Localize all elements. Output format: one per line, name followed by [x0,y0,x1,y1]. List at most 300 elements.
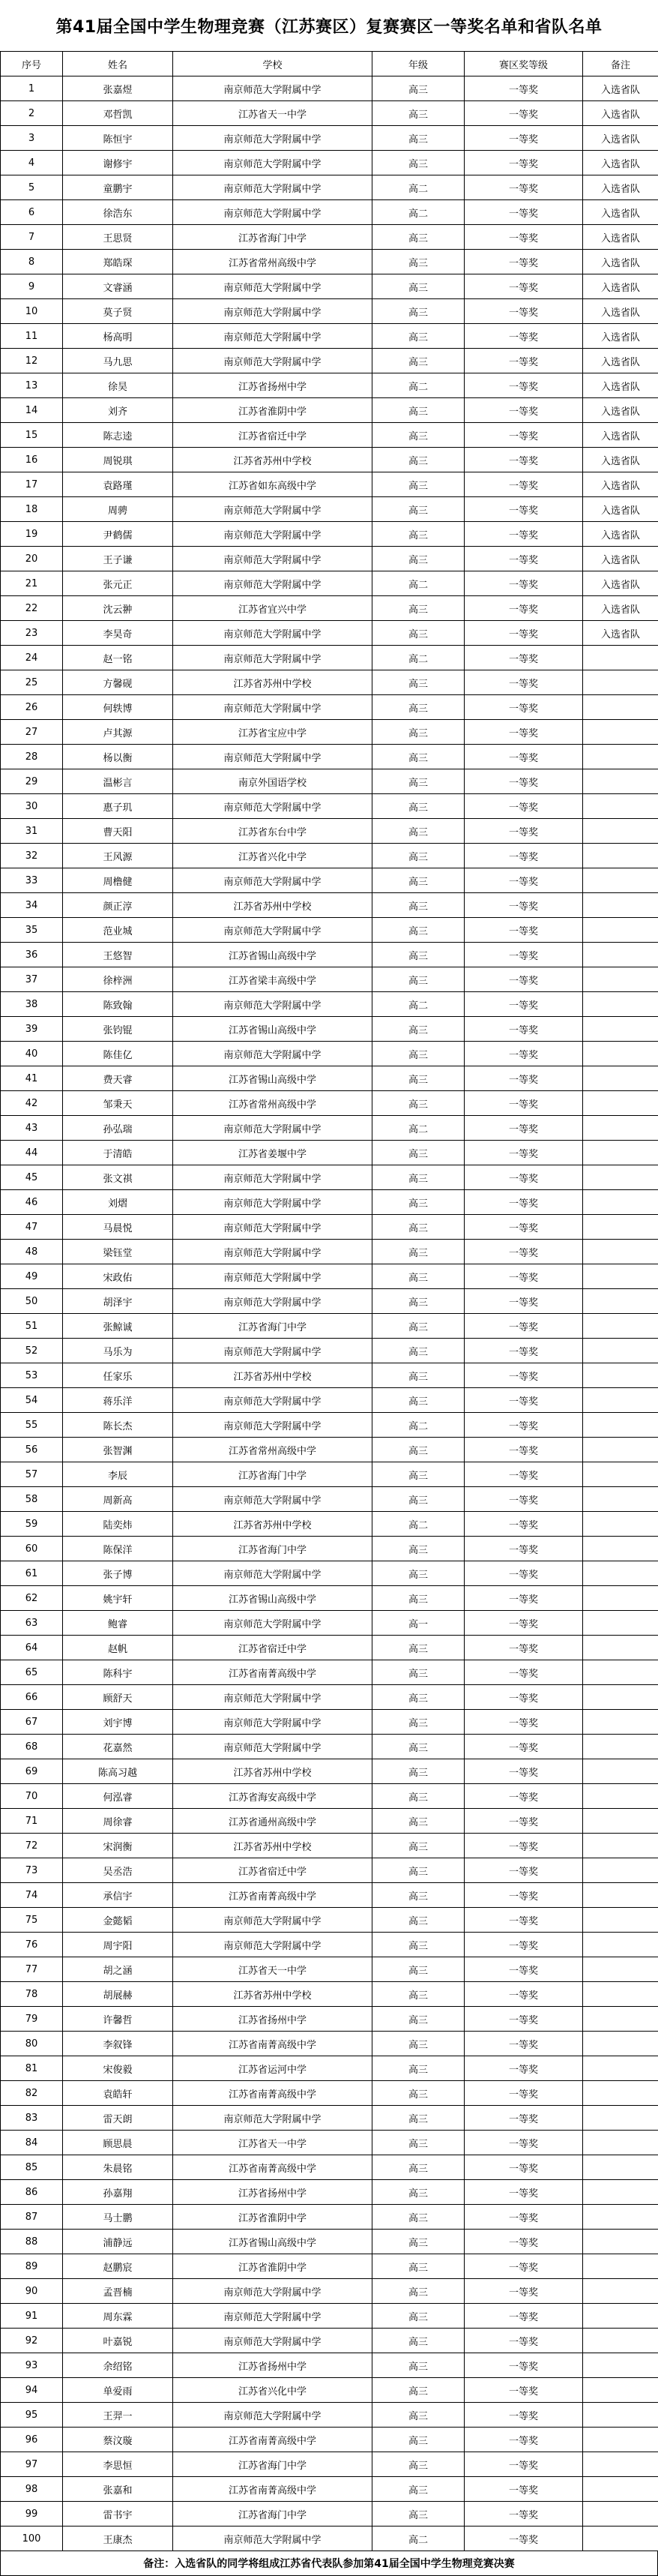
cell-grade: 高三 [372,151,465,175]
cell-remark [583,2329,658,2353]
cell-school: 江苏省海门中学 [173,1314,372,1339]
cell-grade: 高三 [372,844,465,868]
cell-award: 一等奖 [465,2205,583,2230]
cell-school: 江苏省苏州中学校 [173,670,372,695]
cell-name: 莫子贤 [63,299,173,324]
cell-name: 马乐为 [63,1339,173,1363]
cell-award: 一等奖 [465,225,583,250]
cell-remark [583,670,658,695]
cell-index: 65 [1,1660,63,1685]
table-row [1,2329,658,2353]
cell-index: 9 [1,274,63,299]
cell-school: 南京师范大学附属中学 [173,299,372,324]
cell-name: 袁皓轩 [63,2081,173,2106]
cell-index: 11 [1,324,63,349]
cell-award: 一等奖 [465,1264,583,1289]
table-row [1,1289,658,1314]
cell-school: 江苏省宿迁中学 [173,1858,372,1883]
table-row [1,2131,658,2155]
table-row [1,126,658,151]
table-row [1,2527,658,2551]
table-row [1,2106,658,2131]
cell-index: 76 [1,1933,63,1957]
cell-school: 南京师范大学附属中学 [173,1561,372,1586]
cell-grade: 高三 [372,1710,465,1735]
cell-grade: 高三 [372,1141,465,1165]
cell-remark [583,1933,658,1957]
cell-remark: 入选省队 [583,76,658,101]
cell-award: 一等奖 [465,1091,583,1116]
cell-name: 马九思 [63,349,173,373]
cell-index: 69 [1,1759,63,1784]
cell-award: 一等奖 [465,324,583,349]
cell-name: 惠子玑 [63,794,173,819]
cell-award: 一等奖 [465,1165,583,1190]
cell-index: 64 [1,1636,63,1660]
cell-school: 江苏省如东高级中学 [173,472,372,497]
cell-award: 一等奖 [465,2452,583,2477]
cell-remark [583,1091,658,1116]
cell-name: 范业城 [63,918,173,943]
cell-award: 一等奖 [465,918,583,943]
cell-index: 82 [1,2081,63,2106]
cell-remark [583,2131,658,2155]
cell-remark [583,918,658,943]
table-row [1,2007,658,2032]
cell-school: 江苏省运河中学 [173,2056,372,2081]
cell-award: 一等奖 [465,868,583,893]
cell-index: 45 [1,1165,63,1190]
cell-name: 周徐睿 [63,1809,173,1834]
cell-school: 江苏省天一中学 [173,1957,372,1982]
cell-remark: 入选省队 [583,547,658,571]
cell-school: 江苏省宝应中学 [173,720,372,745]
cell-grade: 高三 [372,670,465,695]
cell-name: 蒋乐洋 [63,1388,173,1413]
cell-index: 38 [1,992,63,1017]
cell-grade: 高三 [372,1784,465,1809]
cell-name: 颜正淳 [63,893,173,918]
cell-name: 李叙锋 [63,2032,173,2056]
table-row [1,1017,658,1042]
cell-name: 陈长杰 [63,1413,173,1438]
cell-name: 周东霖 [63,2304,173,2329]
cell-grade: 高三 [372,2106,465,2131]
cell-award: 一等奖 [465,893,583,918]
cell-name: 方馨砚 [63,670,173,695]
cell-award: 一等奖 [465,497,583,522]
cell-school: 江苏省海门中学 [173,2452,372,2477]
cell-remark: 入选省队 [583,250,658,274]
table-row [1,596,658,621]
cell-school: 南京师范大学附属中学 [173,2106,372,2131]
cell-name: 张智渊 [63,1438,173,1462]
table-row [1,274,658,299]
table-row [1,1215,658,1240]
cell-name: 叶嘉锐 [63,2329,173,2353]
cell-name: 周骋 [63,497,173,522]
cell-remark [583,2353,658,2378]
cell-school: 江苏省扬州中学 [173,2180,372,2205]
cell-remark [583,1363,658,1388]
cell-name: 沈云翀 [63,596,173,621]
cell-school: 南京师范大学附属中学 [173,2527,372,2551]
cell-award: 一等奖 [465,2106,583,2131]
cell-school: 江苏省南菁高级中学 [173,1883,372,1908]
table-row [1,1908,658,1933]
cell-index: 15 [1,423,63,448]
cell-index: 89 [1,2254,63,2279]
cell-school: 江苏省兴化中学 [173,844,372,868]
cell-name: 邹秉天 [63,1091,173,1116]
cell-award: 一等奖 [465,1289,583,1314]
table-row [1,200,658,225]
cell-index: 86 [1,2180,63,2205]
cell-remark: 入选省队 [583,324,658,349]
cell-index: 13 [1,373,63,398]
cell-index: 42 [1,1091,63,1116]
cell-grade: 高三 [372,2304,465,2329]
cell-remark [583,1339,658,1363]
cell-award: 一等奖 [465,1017,583,1042]
cell-grade: 高三 [372,1066,465,1091]
cell-school: 江苏省常州高级中学 [173,1091,372,1116]
cell-remark [583,1784,658,1809]
cell-grade: 高三 [372,2230,465,2254]
cell-school: 江苏省锡山高级中学 [173,2230,372,2254]
cell-school: 南京师范大学附属中学 [173,76,372,101]
cell-grade: 高三 [372,1289,465,1314]
cell-name: 马士鹏 [63,2205,173,2230]
cell-award: 一等奖 [465,1066,583,1091]
table-row [1,1957,658,1982]
cell-grade: 高三 [372,918,465,943]
cell-remark [583,1066,658,1091]
cell-remark: 入选省队 [583,571,658,596]
cell-grade: 高二 [372,571,465,596]
cell-school: 南京师范大学附属中学 [173,175,372,200]
cell-award: 一等奖 [465,1042,583,1066]
cell-grade: 高三 [372,126,465,151]
table-row [1,2502,658,2527]
cell-remark [583,2428,658,2452]
cell-school: 南京师范大学附属中学 [173,1289,372,1314]
cell-name: 杨以衡 [63,745,173,769]
cell-name: 蔡汶璇 [63,2428,173,2452]
cell-award: 一等奖 [465,1735,583,1759]
cell-name: 刘宇博 [63,1710,173,1735]
cell-name: 徐浩东 [63,200,173,225]
cell-name: 王子谦 [63,547,173,571]
cell-remark [583,1908,658,1933]
table-row [1,918,658,943]
cell-index: 100 [1,2527,63,2551]
cell-grade: 高三 [372,250,465,274]
table-row [1,2279,658,2304]
cell-grade: 高二 [372,2527,465,2551]
cell-remark [583,2452,658,2477]
table-row [1,101,658,126]
table-row [1,1660,658,1685]
table-row [1,1240,658,1264]
cell-name: 温彬言 [63,769,173,794]
cell-grade: 高二 [372,200,465,225]
cell-name: 周新高 [63,1487,173,1512]
table-row [1,2477,658,2502]
cell-remark [583,1586,658,1611]
cell-grade: 高三 [372,819,465,844]
cell-award: 一等奖 [465,151,583,175]
cell-index: 55 [1,1413,63,1438]
cell-remark [583,1660,658,1685]
cell-award: 一等奖 [465,76,583,101]
table-row [1,76,658,101]
cell-index: 61 [1,1561,63,1586]
table-row [1,2155,658,2180]
cell-school: 南京师范大学附属中学 [173,126,372,151]
cell-name: 胡展赫 [63,1982,173,2007]
cell-name: 鲍睿 [63,1611,173,1636]
cell-school: 南京师范大学附属中学 [173,1735,372,1759]
table-row [1,571,658,596]
table-row [1,1685,658,1710]
cell-award: 一等奖 [465,373,583,398]
cell-remark: 入选省队 [583,497,658,522]
cell-name: 王风源 [63,844,173,868]
cell-grade: 高三 [372,1660,465,1685]
cell-grade: 高三 [372,423,465,448]
cell-school: 南京师范大学附属中学 [173,1685,372,1710]
cell-grade: 高一 [372,1611,465,1636]
cell-school: 江苏省苏州中学校 [173,1759,372,1784]
table-row [1,621,658,646]
cell-award: 一等奖 [465,1314,583,1339]
cell-grade: 高三 [372,349,465,373]
cell-name: 陈致翰 [63,992,173,1017]
cell-index: 62 [1,1586,63,1611]
cell-remark [583,2279,658,2304]
cell-remark [583,1462,658,1487]
cell-name: 刘熠 [63,1190,173,1215]
cell-name: 郑皓琛 [63,250,173,274]
cell-index: 54 [1,1388,63,1413]
cell-school: 南京师范大学附属中学 [173,274,372,299]
cell-name: 雷天朗 [63,2106,173,2131]
cell-remark [583,2205,658,2230]
cell-award: 一等奖 [465,621,583,646]
cell-remark: 入选省队 [583,101,658,126]
cell-school: 江苏省苏州中学校 [173,1363,372,1388]
cell-school: 江苏省南菁高级中学 [173,2032,372,2056]
cell-index: 22 [1,596,63,621]
cell-index: 52 [1,1339,63,1363]
cell-index: 63 [1,1611,63,1636]
table-row [1,1438,658,1462]
cell-school: 南京师范大学附属中学 [173,1042,372,1066]
cell-name: 王思贤 [63,225,173,250]
cell-award: 一等奖 [465,2403,583,2428]
cell-remark: 入选省队 [583,225,658,250]
column-header-grade: 年级 [372,52,465,76]
cell-grade: 高三 [372,2155,465,2180]
cell-award: 一等奖 [465,1685,583,1710]
cell-index: 18 [1,497,63,522]
cell-index: 3 [1,126,63,151]
cell-index: 71 [1,1809,63,1834]
cell-remark: 入选省队 [583,472,658,497]
table-row [1,2230,658,2254]
cell-name: 宋俊毅 [63,2056,173,2081]
cell-index: 56 [1,1438,63,1462]
cell-remark: 入选省队 [583,200,658,225]
cell-grade: 高三 [372,2403,465,2428]
cell-remark [583,1165,658,1190]
cell-name: 顾思晨 [63,2131,173,2155]
cell-award: 一等奖 [465,299,583,324]
table-row [1,2180,658,2205]
cell-name: 周宇阳 [63,1933,173,1957]
cell-remark [583,2477,658,2502]
cell-grade: 高三 [372,2378,465,2403]
table-row [1,720,658,745]
cell-award: 一等奖 [465,1834,583,1858]
cell-name: 梁钰堂 [63,1240,173,1264]
cell-school: 南京师范大学附属中学 [173,1264,372,1289]
cell-grade: 高三 [372,1586,465,1611]
cell-name: 王悠智 [63,943,173,967]
table-row [1,1066,658,1091]
cell-remark [583,2230,658,2254]
cell-name: 浦静远 [63,2230,173,2254]
cell-name: 宋润衡 [63,1834,173,1858]
cell-grade: 高三 [372,1042,465,1066]
table-row [1,2353,658,2378]
cell-name: 张嘉煜 [63,76,173,101]
cell-school: 江苏省苏州中学校 [173,1512,372,1537]
table-row [1,2254,658,2279]
table-row [1,1883,658,1908]
cell-name: 许馨哲 [63,2007,173,2032]
cell-index: 23 [1,621,63,646]
cell-name: 童鹏宇 [63,175,173,200]
cell-index: 6 [1,200,63,225]
cell-award: 一等奖 [465,1982,583,2007]
cell-name: 赵鹏宸 [63,2254,173,2279]
table-row [1,992,658,1017]
cell-school: 南京师范大学附属中学 [173,1388,372,1413]
table-row [1,670,658,695]
cell-award: 一等奖 [465,1933,583,1957]
cell-remark [583,1042,658,1066]
table-row [1,2304,658,2329]
cell-award: 一等奖 [465,1660,583,1685]
cell-remark [583,1438,658,1462]
cell-school: 南京师范大学附属中学 [173,745,372,769]
cell-award: 一等奖 [465,1957,583,1982]
cell-award: 一等奖 [465,2131,583,2155]
cell-school: 江苏省苏州中学校 [173,448,372,472]
cell-name: 陈保洋 [63,1537,173,1561]
cell-school: 江苏省锡山高级中学 [173,1066,372,1091]
cell-award: 一等奖 [465,2180,583,2205]
cell-school: 南京外国语学校 [173,769,372,794]
table-row [1,398,658,423]
table-row [1,1735,658,1759]
cell-school: 江苏省海门中学 [173,2502,372,2527]
table-row [1,448,658,472]
cell-name: 雷书宇 [63,2502,173,2527]
cell-grade: 高三 [372,299,465,324]
cell-index: 72 [1,1834,63,1858]
cell-remark [583,1141,658,1165]
cell-name: 何泓睿 [63,1784,173,1809]
table-row [1,250,658,274]
cell-school: 南京师范大学附属中学 [173,2403,372,2428]
cell-award: 一等奖 [465,695,583,720]
cell-grade: 高三 [372,1933,465,1957]
cell-grade: 高三 [372,547,465,571]
cell-grade: 高三 [372,1017,465,1042]
cell-grade: 高三 [372,2502,465,2527]
cell-remark [583,1314,658,1339]
cell-school: 江苏省常州高级中学 [173,1438,372,1462]
cell-award: 一等奖 [465,1636,583,1660]
cell-remark [583,2155,658,2180]
table-row [1,1165,658,1190]
cell-school: 南京师范大学附属中学 [173,1413,372,1438]
cell-remark [583,1858,658,1883]
cell-index: 59 [1,1512,63,1537]
cell-award: 一等奖 [465,1858,583,1883]
cell-name: 李辰 [63,1462,173,1487]
cell-remark [583,1537,658,1561]
table-row [1,1190,658,1215]
cell-award: 一等奖 [465,1759,583,1784]
cell-award: 一等奖 [465,1141,583,1165]
cell-index: 78 [1,1982,63,2007]
cell-name: 孟晋楠 [63,2279,173,2304]
cell-award: 一等奖 [465,472,583,497]
cell-school: 江苏省南菁高级中学 [173,2477,372,2502]
cell-index: 35 [1,918,63,943]
cell-remark [583,1215,658,1240]
cell-school: 南京师范大学附属中学 [173,497,372,522]
cell-name: 邓哲凯 [63,101,173,126]
cell-index: 83 [1,2106,63,2131]
cell-name: 吴丞浩 [63,1858,173,1883]
cell-award: 一等奖 [465,1809,583,1834]
cell-award: 一等奖 [465,1116,583,1141]
cell-index: 25 [1,670,63,695]
cell-remark [583,1487,658,1512]
cell-name: 陈佳亿 [63,1042,173,1066]
cell-name: 张嘉和 [63,2477,173,2502]
cell-award: 一等奖 [465,646,583,670]
cell-remark [583,2502,658,2527]
cell-name: 孙嘉翔 [63,2180,173,2205]
cell-award: 一等奖 [465,1462,583,1487]
cell-name: 费天睿 [63,1066,173,1091]
table-row [1,695,658,720]
cell-grade: 高三 [372,1438,465,1462]
table-row [1,1834,658,1858]
cell-remark [583,2378,658,2403]
cell-award: 一等奖 [465,1908,583,1933]
cell-name: 胡泽宇 [63,1289,173,1314]
table-row [1,151,658,175]
cell-index: 32 [1,844,63,868]
cell-school: 江苏省东台中学 [173,819,372,844]
